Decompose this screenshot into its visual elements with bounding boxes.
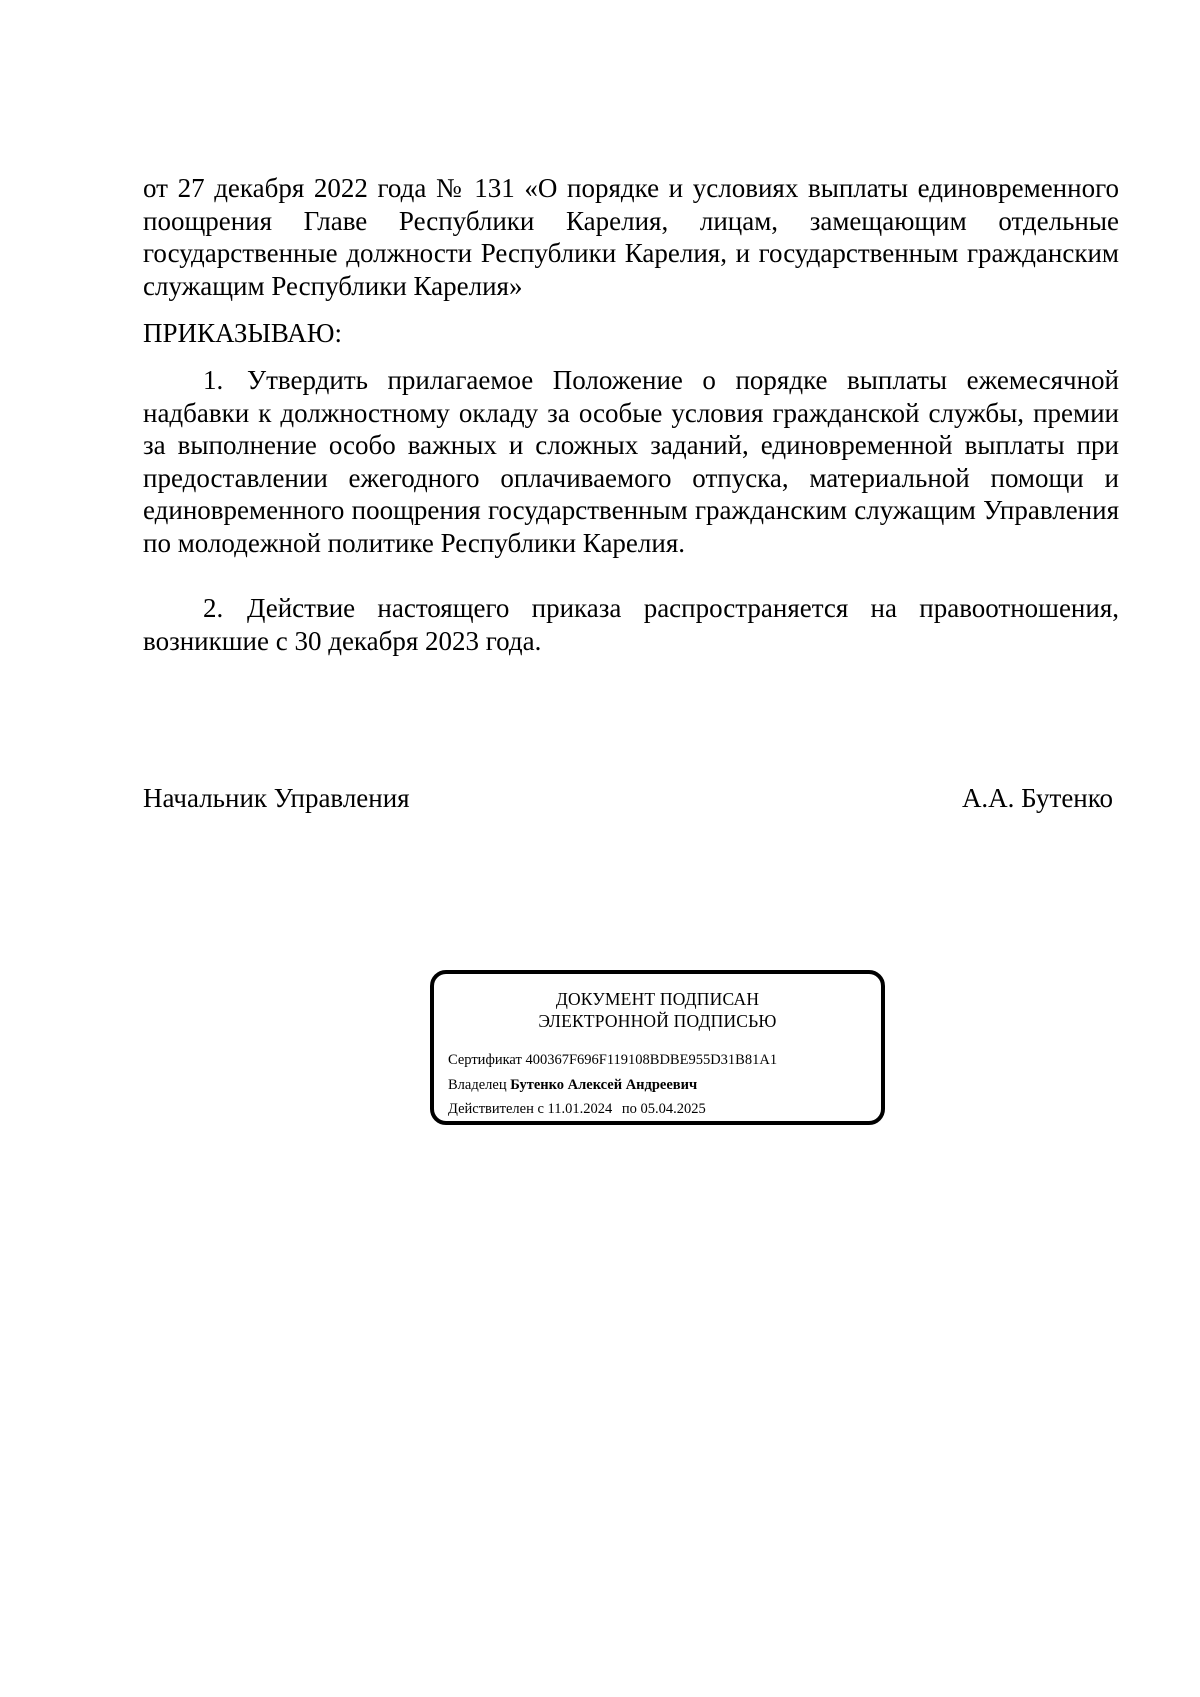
stamp-certificate	[448, 1051, 777, 1069]
stamp-owner-value: Бутенко Алексей Андреевич	[510, 1077, 698, 1093]
signer-name: А.А. Бутенко	[961, 783, 1113, 813]
stamp-title-line-2: ЭЛЕКТРОННОЙ ПОДПИСЬЮ	[538, 1011, 777, 1031]
stamp-valid-to: 05.04.2025	[640, 1101, 706, 1117]
order-item-2	[143, 592, 1119, 657]
order-item-2-text: Действие настоящего приказа распространяется на правоотношения, возникшие с 30 декабря 2023 года.	[143, 593, 1119, 656]
order-item-1	[143, 364, 1119, 559]
stamp-validity	[448, 1100, 706, 1118]
order-item-2-number: 2.	[203, 593, 224, 623]
order-item-1-text: Утвердить прилагаемое Положение о порядке выплаты ежемесячной надбавки к должностному окладу за особые условия гражданской службы, премии за выполнение особо важных и сложных заданий, единовременной выплаты при предоставлении ежегодного оплачиваемого отпуска, материальной помощи и единовременного поощрения государственным гражданским служащим Управления по молодежной политике Республики Карелия.	[143, 365, 1119, 558]
stamp-owner	[448, 1076, 697, 1094]
stamp-certificate-value: 400367F696F119108BDBE955D31B81A1	[525, 1052, 778, 1068]
stamp-owner-label: Владелец	[448, 1077, 507, 1093]
stamp-title-line-1: ДОКУМЕНТ ПОДПИСАН	[555, 989, 760, 1009]
stamp-valid-to-label: по	[621, 1101, 637, 1117]
stamp-valid-from: 11.01.2024	[547, 1101, 613, 1117]
intro-paragraph: от 27 декабря 2022 года № 131 «О порядке и условиях выплаты единовременного поощрения Главе Республики Карелия, лицам, замещающим отдельные государственные должности Республики Карелия, и государственным гражданским служащим Республики Карелия»	[143, 173, 1119, 301]
stamp-valid-from-label: с	[537, 1101, 544, 1117]
stamp-certificate-label: Сертификат	[448, 1052, 522, 1068]
order-heading: ПРИКАЗЫВАЮ:	[143, 318, 342, 348]
signer-position: Начальник Управления	[143, 783, 410, 813]
order-item-1-number: 1.	[203, 365, 224, 395]
electronic-signature-stamp	[430, 970, 885, 1125]
stamp-valid-label: Действителен	[448, 1101, 534, 1117]
